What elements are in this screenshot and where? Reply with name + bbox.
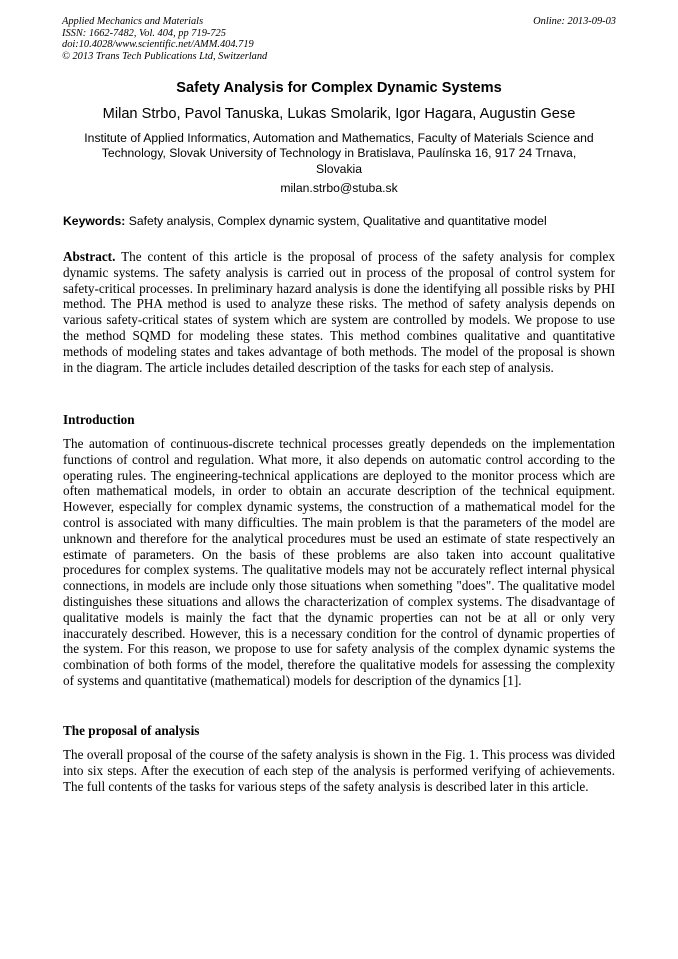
abstract-paragraph xyxy=(63,249,615,375)
paper-authors: Milan Strbo, Pavol Tanuska, Lukas Smolarik, Igor Hagara, Augustin Gese xyxy=(102,106,576,122)
proposal-paragraph: The overall proposal of the course of the safety analysis is shown in the Fig. 1. This process was divided into six steps. After the execution of each step of the analysis is performed verifying of achievements. The full contents of the tasks for various steps of the safety analysis is described later in this article. xyxy=(63,747,615,794)
introduction-paragraph: The automation of continuous-discrete technical processes greatly dependeds on the implementation functions of control and regulation. What more, it also depends on automatic control according to the operating rules. The engineering-technical applications are deployed to the monitor process which are often mathematical models, in order to obtain an accurate description of the technical equipment. However, especially for complex dynamic systems, the construction of a mathematical model for the control is associated with many difficulties. The main problem is that the parameters of the model are unknown and therefore for the analytical procedures must be used an estimate of state respectively an estimate of parameters. On the basis of these problems are also taken into account qualitative procedures for complex systems. The qualitative models may not be accurately reflect internal physical connections, in models are include only those situations when something "does". The qualitative model distinguishes these situations and allows the characterization of complex systems. The disadvantage of qualitative models is mainly the fact that the dynamic properties can not be at all or only very inaccurately described. However, this is a necessary condition for the control of dynamic properties of the system. For this reason, we propose to use for safety analysis of the complex dynamic systems the combination of both forms of the model, therefore the qualitative models for assessing the complexity of systems and quantitative (mathematical) models for description of the dynamics [1]. xyxy=(63,436,615,688)
journal-issn: ISSN: 1662-7482, Vol. 404, pp 719-725 xyxy=(62,27,226,39)
keywords-line xyxy=(63,214,623,229)
journal-copyright: © 2013 Trans Tech Publications Ltd, Switzerland xyxy=(62,50,268,62)
author-email: milan.strbo@stuba.sk xyxy=(280,181,398,195)
keywords-text: Safety analysis, Complex dynamic system, Qualitative and quantitative model xyxy=(128,214,547,228)
abstract-label: Abstract. xyxy=(63,249,116,264)
paper-title: Safety Analysis for Complex Dynamic Systems xyxy=(176,80,502,96)
proposal-heading: The proposal of analysis xyxy=(63,723,200,738)
abstract-text: The content of this article is the proposal of process of the safety analysis for complex dynamic systems. The safety analysis is carried out in process of the proposal of control system for safety-critical processes. In preliminary hazard analysis is done the identifying all possible risks by PHI method. The PHA method is used to analyze these risks. The method of safety analysis depends on various safety-critical states of system which are system are controlled by models. We propose to use the method SQMD for modeling these states. This method combines qualitative and quantitative methods of modeling states and takes advantage of both methods. The model of the proposal is shown in the diagram. The article includes detailed description of the tasks for each step of analysis. xyxy=(63,249,616,375)
journal-name: Applied Mechanics and Materials xyxy=(62,16,204,27)
paper-affiliation: Institute of Applied Informatics, Automation and Mathematics, Faculty of Materials Science and Technology, Slovak University of Technology in Bratislava, Paulínska 16, 917 24 Trnava, Slovakia xyxy=(84,131,594,176)
introduction-heading: Introduction xyxy=(63,412,135,427)
journal-doi: doi:10.4028/www.scientific.net/AMM.404.719 xyxy=(62,39,254,51)
online-date: Online: 2013-09-03 xyxy=(533,16,616,27)
journal-header xyxy=(62,16,616,62)
keywords-label: Keywords: xyxy=(63,214,126,228)
